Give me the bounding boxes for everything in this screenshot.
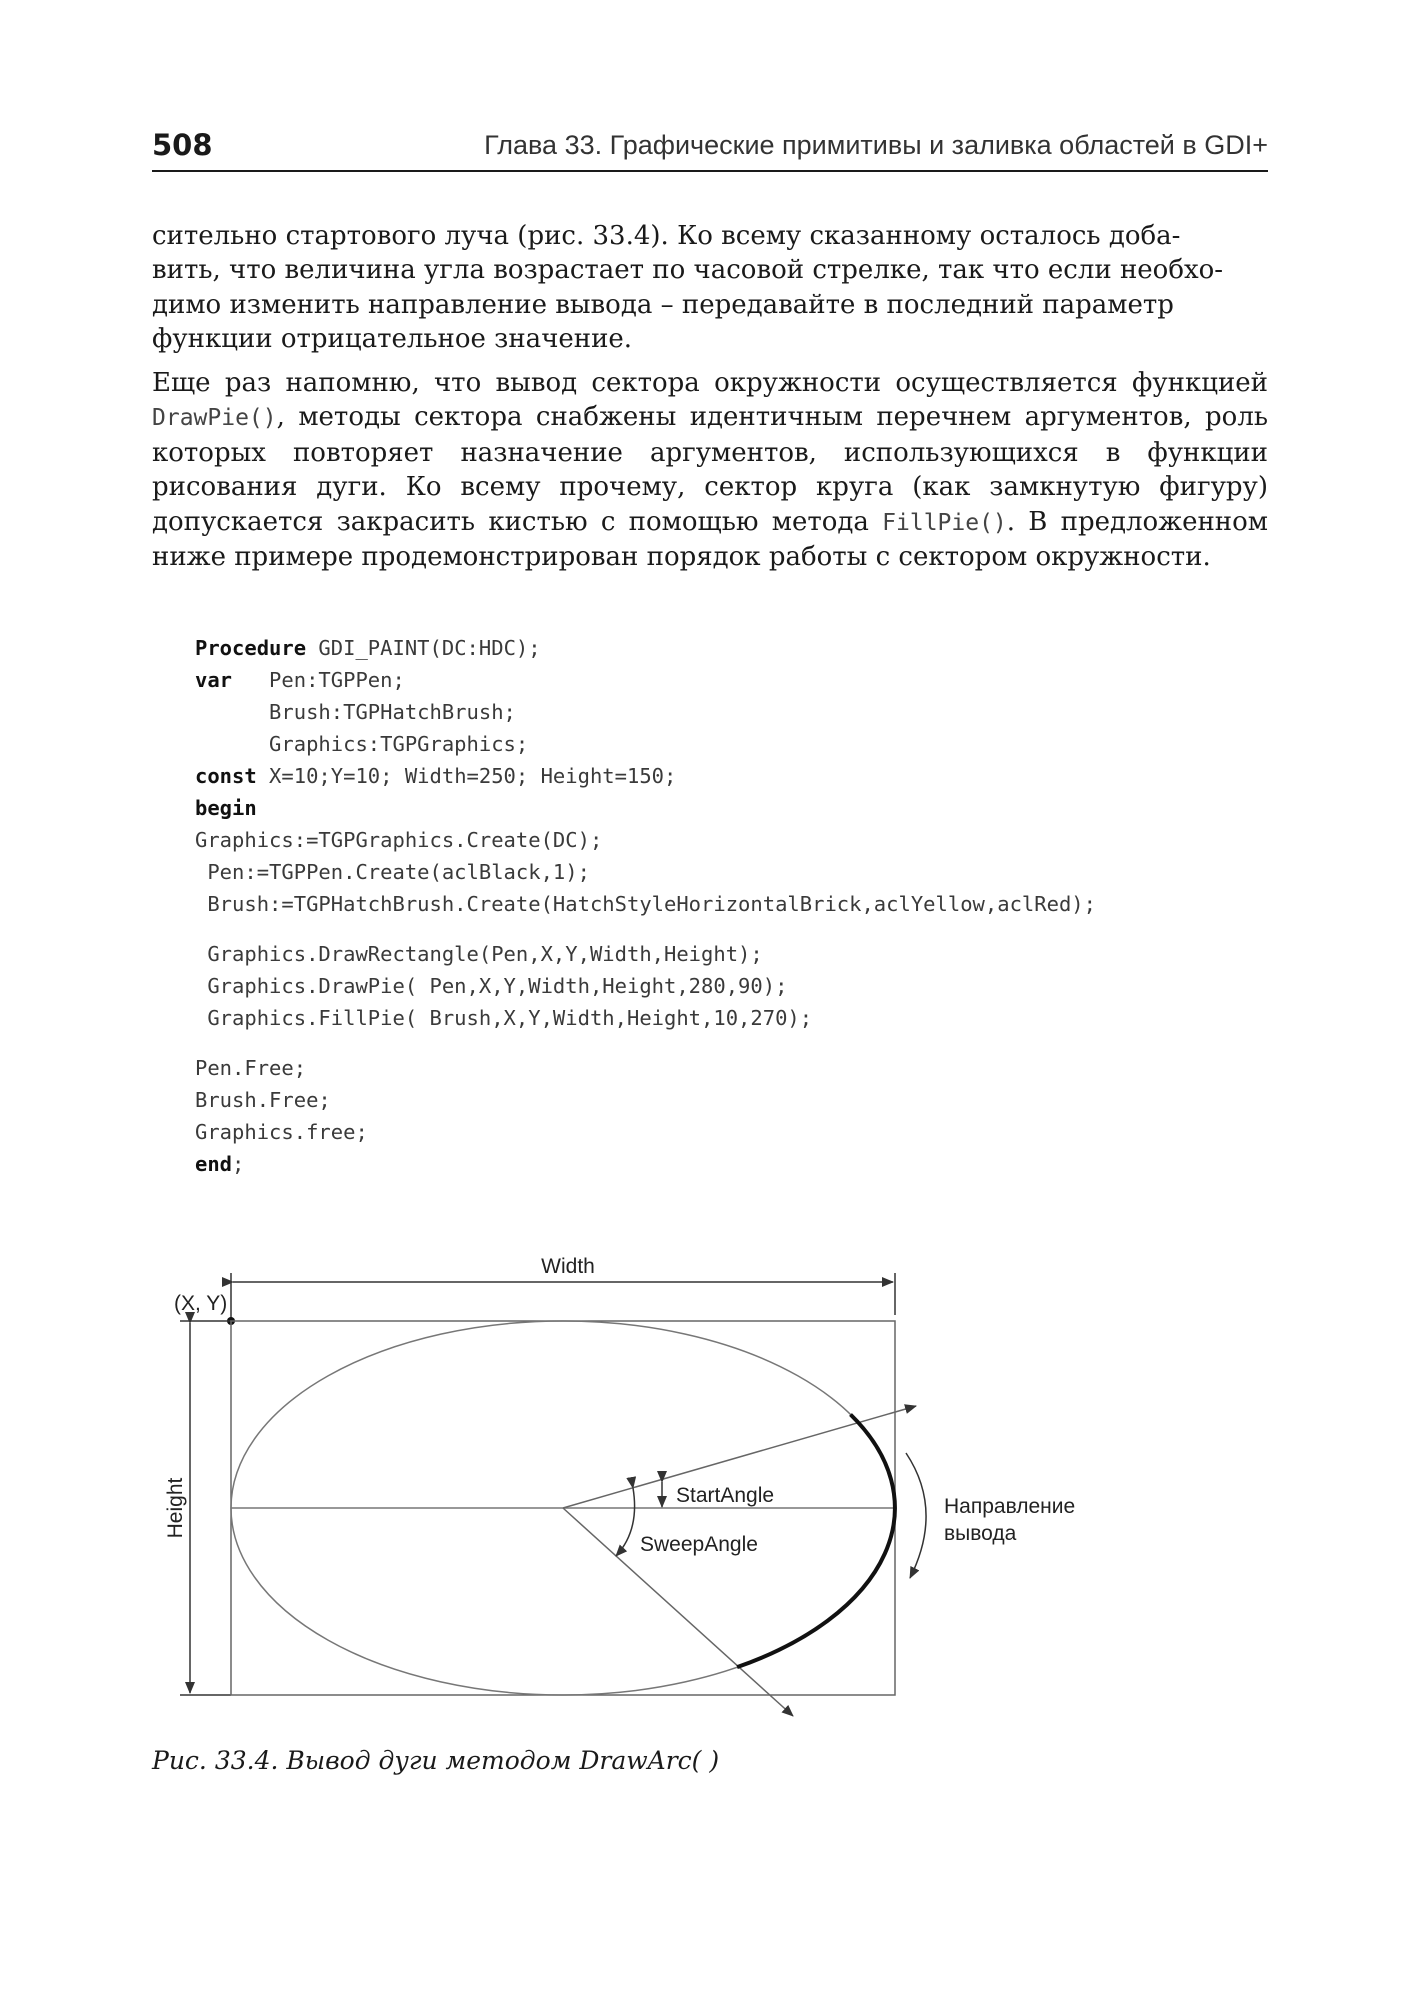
paragraph-text: , методы сектора снабжены идентичным перечнем аргументов, роль которых повторяет назначение аргументов, использующихся в функции рисования дуги. Ко всему прочему, сектор круга (как замкнутую фигуру) допускается закрасить кистью с помощью метода — [152, 402, 1268, 537]
paragraph-line: димо изменить направление вывода – передавайте в последний параметр — [152, 289, 1174, 320]
code-line: Graphics.DrawPie( Pen,X,Y,Width,Height,280,90); — [195, 974, 788, 998]
direction-label-line-1: Направление — [944, 1495, 1076, 1518]
arc-diagram — [152, 1240, 1152, 1740]
inline-code-drawpie: DrawPie() — [152, 405, 277, 432]
code-line: Pen.Free; — [195, 1056, 307, 1080]
running-title: Глава 33. Графические примитивы и заливка областей в GDI+ — [484, 130, 1268, 160]
code-keyword: const — [195, 764, 257, 788]
drawn-arc — [737, 1415, 895, 1668]
direction-label-line-2: вывода — [944, 1522, 1017, 1545]
code-line — [195, 760, 676, 792]
code-line: Brush:=TGPHatchBrush.Create(HatchStyleHorizontalBrick,aclYellow,aclRed); — [195, 892, 1096, 916]
code-text: Pen:TGPPen; — [232, 668, 405, 692]
paragraph-text: Еще раз напомню, что вывод сектора окружности осуществляется функцией — [152, 368, 1268, 398]
paragraph-2 — [152, 366, 1268, 574]
code-text: X=10;Y=10; Width=250; Height=150; — [256, 764, 677, 788]
code-line — [195, 664, 405, 696]
code-line — [195, 632, 541, 664]
code-line — [195, 1148, 244, 1180]
code-line: Graphics.DrawRectangle(Pen,X,Y,Width,Height); — [195, 942, 763, 966]
width-label: Width — [541, 1255, 595, 1278]
inline-code-fillpie: FillPie() — [882, 509, 1007, 536]
code-line: Brush:TGPHatchBrush; — [195, 700, 516, 724]
header-rule — [152, 170, 1268, 172]
paragraph-line: функции отрицательное значение. — [152, 324, 633, 355]
code-line: Graphics.free; — [195, 1120, 368, 1144]
code-line: Brush.Free; — [195, 1088, 331, 1112]
code-keyword: begin — [195, 796, 257, 820]
page-number: 508 — [152, 128, 213, 162]
xy-label: (X, Y) — [174, 1292, 228, 1315]
code-text: GDI_PAINT(DC:HDC); — [306, 636, 541, 660]
code-line: Graphics.FillPie( Brush,X,Y,Width,Height,10,270); — [195, 1006, 813, 1030]
code-line: Pen:=TGPPen.Create(aclBlack,1); — [195, 860, 590, 884]
code-keyword: var — [195, 668, 233, 692]
code-line: Graphics:=TGPGraphics.Create(DC); — [195, 828, 603, 852]
height-label: Height — [164, 1477, 187, 1539]
paragraph-line: сительно стартового луча (рис. 33.4). Ко всему сказанному осталось доба- — [152, 221, 1181, 251]
direction-arrow — [906, 1453, 926, 1578]
figure-caption: Рис. 33.4. Вывод дуги методом DrawArc( ) — [152, 1746, 720, 1775]
code-line: Graphics:TGPGraphics; — [195, 732, 529, 756]
code-text: ; — [232, 1152, 245, 1176]
start-angle-label: StartAngle — [676, 1484, 775, 1507]
paragraph-1 — [152, 219, 1268, 357]
page-header — [152, 122, 1268, 172]
code-line — [195, 792, 257, 824]
sweep-angle-label: SweepAngle — [640, 1533, 758, 1556]
code-keyword: Procedure — [195, 636, 307, 660]
paragraph-text: . В предложенном ниже примере продемонстрирован порядок работы с сектором окружности. — [152, 506, 1269, 573]
paragraph-line: вить, что величина угла возрастает по часовой стрелке, так что если необхо- — [152, 255, 1224, 286]
code-keyword: end — [195, 1152, 233, 1176]
sweep-angle-arc — [616, 1488, 635, 1556]
